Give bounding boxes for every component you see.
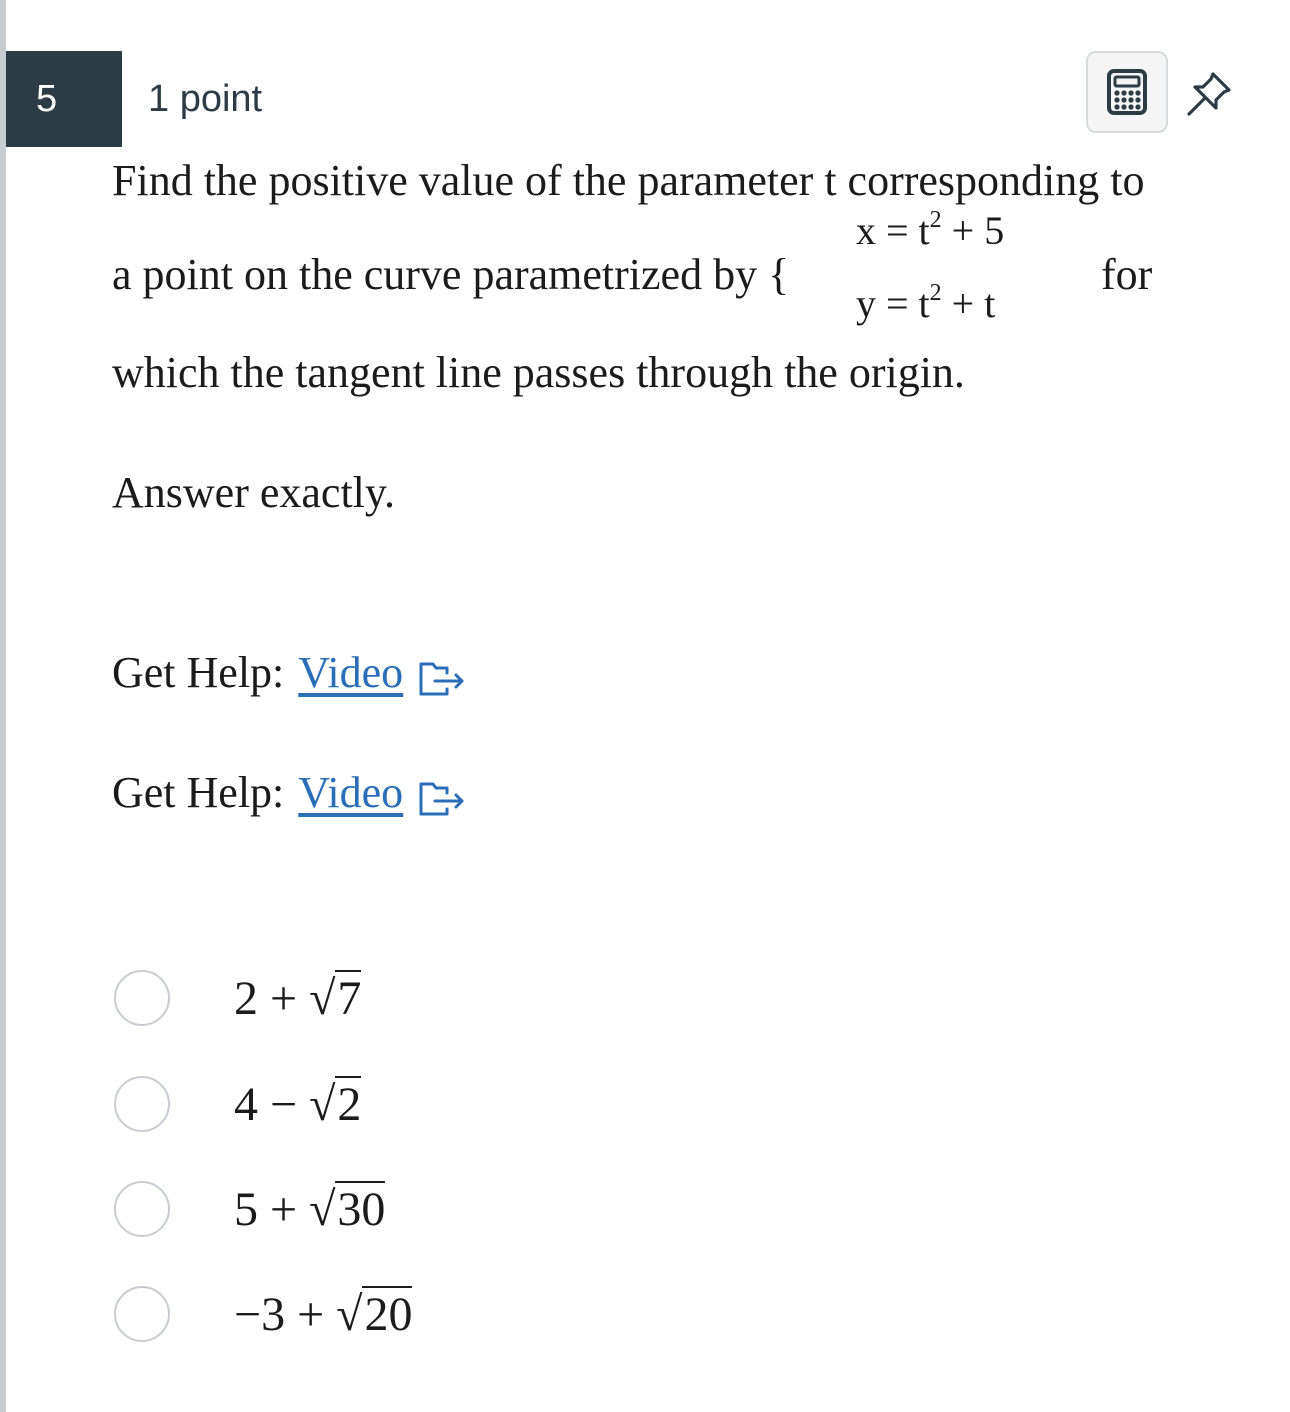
question-points: 1 point [148, 78, 263, 120]
equation-y-rhs: + t [941, 281, 996, 326]
left-border [0, 0, 6, 1412]
sqrt-sign: √ [336, 1287, 363, 1341]
answer-option[interactable] [114, 1076, 362, 1132]
sqrt-sign: √ [309, 971, 336, 1025]
option-label[interactable] [234, 1287, 412, 1342]
sqrt-sign: √ [309, 1182, 336, 1236]
prompt-for: for [1101, 250, 1153, 299]
radio-button[interactable] [114, 970, 170, 1026]
question-number [6, 51, 122, 147]
answer-option[interactable] [114, 1181, 386, 1237]
radicand: 30 [337, 1182, 386, 1236]
radicand: 2 [337, 1077, 362, 1131]
pin-icon[interactable] [1183, 68, 1235, 120]
equation-y [856, 280, 995, 327]
option-label[interactable] [234, 1182, 385, 1237]
video-link[interactable]: Video [298, 648, 404, 697]
calculator-button[interactable] [1086, 51, 1168, 133]
radicand: 7 [337, 971, 362, 1025]
option-label[interactable] [234, 1077, 361, 1132]
radio-button[interactable] [114, 1286, 170, 1342]
option-term: 4 − [234, 1077, 310, 1131]
equation-y-lhs: y = t [856, 281, 930, 326]
get-help-label: Get Help: [112, 768, 285, 817]
equation-x-exponent: 2 [929, 207, 942, 234]
equation-y-exponent: 2 [929, 280, 942, 307]
answer-instruction: Answer exactly. [112, 468, 396, 517]
equation-x-rhs: + 5 [941, 208, 1005, 253]
radicand: 20 [364, 1287, 413, 1341]
prompt-line-1: Find the positive value of the parameter t corresponding to [112, 156, 1145, 205]
get-help-label: Get Help: [112, 648, 285, 697]
equation-x-lhs: x = t [856, 208, 930, 253]
prompt-line-3: which the tangent line passes through the origin. [112, 348, 965, 397]
prompt-line-2: a point on the curve parametrized by { [112, 250, 790, 299]
get-help-2 [112, 767, 465, 818]
sqrt-sign: √ [309, 1077, 336, 1131]
option-term: −3 + [234, 1287, 337, 1341]
option-term: 5 + [234, 1182, 310, 1236]
video-link[interactable]: Video [298, 768, 404, 817]
option-label[interactable] [234, 971, 361, 1026]
equation-x [856, 207, 1004, 254]
radio-button[interactable] [114, 1076, 170, 1132]
option-term: 2 + [234, 971, 310, 1025]
radio-button[interactable] [114, 1181, 170, 1237]
external-link-icon[interactable] [417, 781, 465, 817]
question-number-text: 5 [36, 77, 58, 120]
answer-option[interactable] [114, 1286, 413, 1342]
answer-option[interactable] [114, 970, 362, 1026]
get-help-1 [112, 647, 465, 698]
external-link-icon[interactable] [417, 661, 465, 697]
calculator-icon [1106, 68, 1148, 116]
